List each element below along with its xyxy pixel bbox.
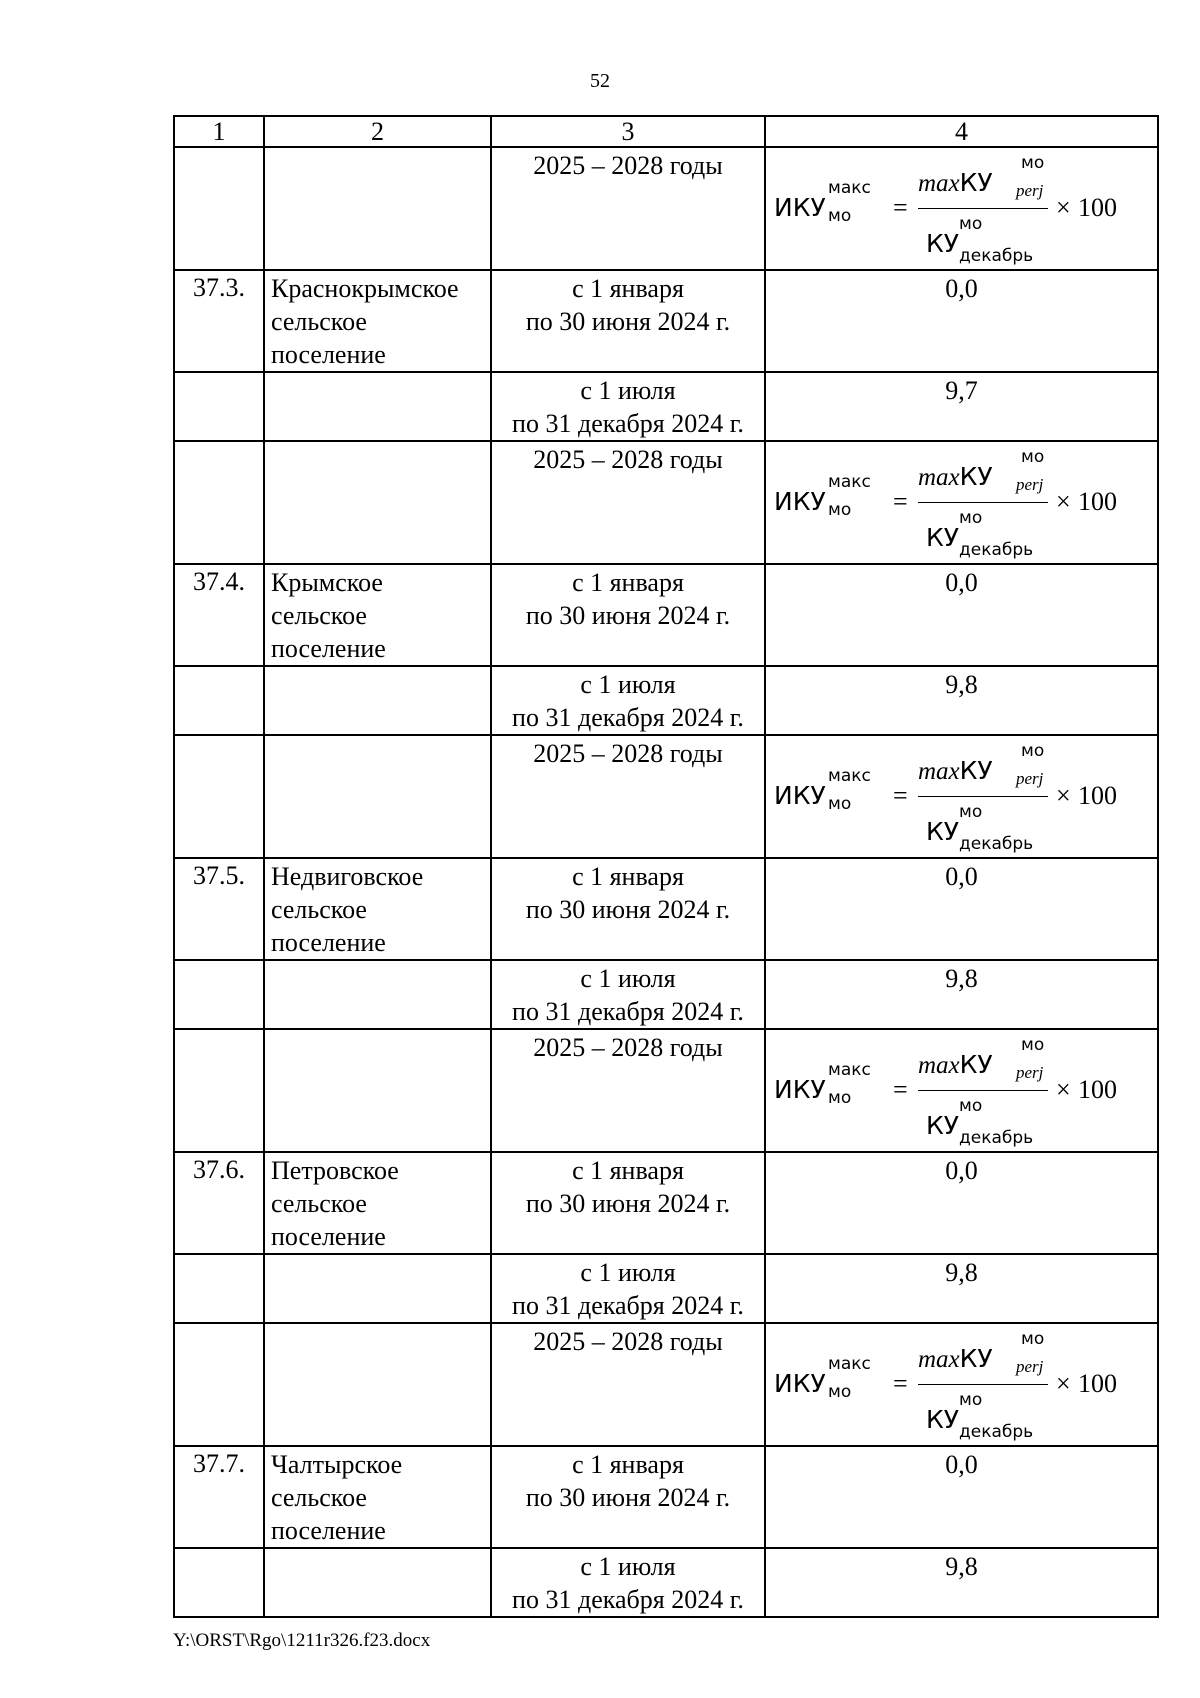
settlement-name-line: поселение [271,1516,386,1545]
period-line: с 1 января [572,274,684,303]
formula-fraction-bar [918,796,1048,797]
period-cell [491,564,765,666]
formula-ikus [766,442,1157,562]
formula-lhs-superscript: макс [828,178,871,198]
formula-numerator [918,168,993,199]
period-line: с 1 июля [580,1258,676,1287]
table-row [174,441,1158,564]
page-number: 52 [590,70,610,92]
settlement-name-cell [264,372,491,441]
formula-equals-sign: = [893,1075,908,1104]
formula-numerator-subscript: perj [1016,475,1044,494]
column-number-row [174,116,1158,147]
row-number-cell [174,1548,264,1617]
formula-lhs: ИКУ [774,781,826,810]
formula-lhs: ИКУ [774,487,826,516]
table-row [174,1254,1158,1323]
formula-numerator-max: max [918,464,960,491]
table-row [174,735,1158,858]
settlement-name-cell [264,1029,491,1152]
settlement-name-line: сельское [271,895,367,924]
settlement-name-line: поселение [271,634,386,663]
formula-denominator-superscript: мо [959,802,983,822]
row-number-cell: 37.6. [174,1152,264,1254]
table-row [174,858,1158,960]
period-line: с 1 июля [580,670,676,699]
formula-cell [765,441,1158,564]
formula-lhs-superscript: макс [828,1060,871,1080]
formula-cell [765,147,1158,270]
period-line: по 30 июня 2024 г. [525,307,731,336]
index-value-cell: 9,8 [765,666,1158,735]
formula-lhs-superscript: макс [828,766,871,786]
period-cell [491,858,765,960]
formula-fraction-bar [918,502,1048,503]
formula-cell [765,1029,1158,1152]
table-row [174,1446,1158,1548]
settlement-name-line: сельское [271,1189,367,1218]
index-value-cell: 0,0 [765,270,1158,372]
settlement-name-cell [264,666,491,735]
settlement-name-line: Крымское [271,568,383,597]
formula-numerator-subscript: perj [1016,1357,1044,1376]
settlement-name-cell [264,735,491,858]
formula-numerator-superscript: мо [1021,741,1045,761]
formula-denominator-subscript: декабрь [959,1422,1034,1442]
settlement-name-line: поселение [271,928,386,957]
column-number-cell: 4 [765,116,1158,147]
settlement-name-line: Чалтырское [271,1450,403,1479]
index-value-cell: 9,8 [765,1548,1158,1617]
formula-ikus [766,1030,1157,1150]
formula-denominator-subscript: декабрь [959,834,1034,854]
settlement-name-line: сельское [271,601,367,630]
row-number-cell: 37.4. [174,564,264,666]
formula-numerator-max: max [918,758,960,785]
period-cell [491,1254,765,1323]
tariff-table [173,115,1159,1618]
period-cell [491,735,765,858]
formula-times-sign: × [1056,193,1071,222]
period-line: по 30 июня 2024 г. [525,1483,731,1512]
settlement-name-cell [264,1254,491,1323]
settlement-name-line: сельское [271,307,367,336]
settlement-name-cell [264,1548,491,1617]
column-number-cell: 2 [264,116,491,147]
formula-times-sign: × [1056,1369,1071,1398]
table-row [174,1548,1158,1617]
settlement-name-cell [264,270,491,372]
settlement-name-cell [264,564,491,666]
row-number-cell: 37.7. [174,1446,264,1548]
formula-ikus [766,736,1157,856]
formula-equals-sign: = [893,1369,908,1398]
table-row [174,666,1158,735]
formula-numerator [918,462,993,493]
formula-lhs-subscript: мо [828,1088,852,1108]
formula-fraction-bar [918,1384,1048,1385]
column-number-cell: 1 [174,116,264,147]
formula-numerator-superscript: мо [1021,1035,1045,1055]
formula-denominator-subscript: декабрь [959,540,1034,560]
formula-lhs-superscript: макс [828,472,871,492]
table-row [174,564,1158,666]
table-row [174,372,1158,441]
formula-denominator-subscript: декабрь [959,1128,1034,1148]
row-number-cell [174,666,264,735]
formula-denominator-superscript: мо [959,1096,983,1116]
formula-fraction-bar [918,1090,1048,1091]
formula-numerator-max: max [918,1346,960,1373]
row-number-cell [174,441,264,564]
row-number-cell [174,735,264,858]
row-number-cell [174,1029,264,1152]
formula-multiplier: 100 [1078,193,1117,222]
settlement-name-line: сельское [271,1483,367,1512]
settlement-name-cell [264,1152,491,1254]
period-line: по 30 июня 2024 г. [525,601,731,630]
row-number-cell [174,147,264,270]
formula-denominator-subscript: декабрь [959,246,1034,266]
formula-lhs-subscript: мо [828,206,852,226]
formula-lhs: ИКУ [774,1369,826,1398]
settlement-name-cell [264,441,491,564]
formula-times-sign: × [1056,1075,1071,1104]
column-number-cell: 3 [491,116,765,147]
settlement-name-cell [264,147,491,270]
table-row [174,147,1158,270]
index-value-cell: 0,0 [765,858,1158,960]
index-value-cell: 9,8 [765,1254,1158,1323]
formula-cell [765,735,1158,858]
period-cell [491,666,765,735]
settlement-name-line: Петровское [271,1156,399,1185]
formula-ikus [766,148,1157,268]
period-line: по 31 декабря 2024 г. [512,703,744,732]
row-number-cell [174,960,264,1029]
formula-denominator-superscript: мо [959,1390,983,1410]
formula-numerator-superscript: мо [1021,447,1045,467]
period-cell [491,1548,765,1617]
formula-numerator-main: КУ [959,756,993,785]
period-line: с 1 января [572,568,684,597]
formula-numerator-main: КУ [959,462,993,491]
settlement-name-line: поселение [271,1222,386,1251]
period-line: 2025 – 2028 годы [533,739,723,768]
period-line: по 31 декабря 2024 г. [512,1291,744,1320]
period-cell [491,960,765,1029]
formula-ikus [766,1324,1157,1444]
period-line: 2025 – 2028 годы [533,1033,723,1062]
formula-numerator-subscript: perj [1016,769,1044,788]
formula-numerator [918,1344,993,1375]
row-number-cell: 37.3. [174,270,264,372]
row-number-cell: 37.5. [174,858,264,960]
file-path-footer: Y:\ORST\Rgo\1211r326.f23.docx [173,1630,431,1651]
index-value-cell: 0,0 [765,1446,1158,1548]
index-value-cell: 0,0 [765,1152,1158,1254]
formula-numerator-main: КУ [959,1050,993,1079]
period-cell [491,1446,765,1548]
formula-times-sign: × [1056,781,1071,810]
period-line: с 1 июля [580,376,676,405]
formula-lhs-superscript: макс [828,1354,871,1374]
settlement-name-cell [264,858,491,960]
formula-lhs-subscript: мо [828,794,852,814]
formula-multiplier: 100 [1078,487,1117,516]
period-cell [491,1029,765,1152]
formula-numerator-superscript: мо [1021,1329,1045,1349]
formula-equals-sign: = [893,781,908,810]
formula-lhs-subscript: мо [828,1382,852,1402]
formula-denominator-superscript: мо [959,214,983,234]
formula-multiplier: 100 [1078,1075,1117,1104]
formula-numerator-max: max [918,170,960,197]
settlement-name-cell [264,1323,491,1446]
period-cell [491,270,765,372]
formula-denominator: КУ [926,1405,959,1434]
period-cell [491,147,765,270]
settlement-name-line: поселение [271,340,386,369]
formula-denominator: КУ [926,229,959,258]
period-line: по 31 декабря 2024 г. [512,997,744,1026]
formula-multiplier: 100 [1078,1369,1117,1398]
period-line: по 31 декабря 2024 г. [512,1585,744,1614]
period-line: по 31 декабря 2024 г. [512,409,744,438]
table-row [174,960,1158,1029]
formula-numerator-main: КУ [959,1344,993,1373]
period-cell [491,1323,765,1446]
formula-lhs-subscript: мо [828,500,852,520]
formula-cell [765,1323,1158,1446]
period-cell [491,1152,765,1254]
formula-denominator: КУ [926,817,959,846]
formula-denominator: КУ [926,1111,959,1140]
formula-denominator: КУ [926,523,959,552]
row-number-cell [174,1254,264,1323]
formula-multiplier: 100 [1078,781,1117,810]
period-line: 2025 – 2028 годы [533,1327,723,1356]
period-cell [491,441,765,564]
formula-lhs: ИКУ [774,193,826,222]
formula-fraction-bar [918,208,1048,209]
formula-numerator-subscript: perj [1016,1063,1044,1082]
index-value-cell: 9,8 [765,960,1158,1029]
settlement-name-line: Недвиговское [271,862,424,891]
table-row [174,1152,1158,1254]
formula-equals-sign: = [893,193,908,222]
formula-numerator [918,1050,993,1081]
period-line: 2025 – 2028 годы [533,445,723,474]
period-line: по 30 июня 2024 г. [525,1189,731,1218]
period-line: по 30 июня 2024 г. [525,895,731,924]
row-number-cell [174,1323,264,1446]
period-line: с 1 января [572,1156,684,1185]
formula-numerator-subscript: perj [1016,181,1044,200]
table-row [174,1323,1158,1446]
settlement-name-cell [264,1446,491,1548]
period-line: с 1 июля [580,1552,676,1581]
settlement-name-cell [264,960,491,1029]
period-line: с 1 июля [580,964,676,993]
settlement-name-line: Краснокрымское [271,274,459,303]
index-value-cell: 9,7 [765,372,1158,441]
formula-numerator-superscript: мо [1021,153,1045,173]
index-value-cell: 0,0 [765,564,1158,666]
row-number-cell [174,372,264,441]
formula-equals-sign: = [893,487,908,516]
formula-numerator-max: max [918,1052,960,1079]
table-row [174,270,1158,372]
period-cell [491,372,765,441]
period-line: с 1 января [572,1450,684,1479]
formula-denominator-superscript: мо [959,508,983,528]
formula-times-sign: × [1056,487,1071,516]
formula-numerator-main: КУ [959,168,993,197]
formula-numerator [918,756,993,787]
period-line: 2025 – 2028 годы [533,151,723,180]
table-row [174,1029,1158,1152]
period-line: с 1 января [572,862,684,891]
formula-lhs: ИКУ [774,1075,826,1104]
